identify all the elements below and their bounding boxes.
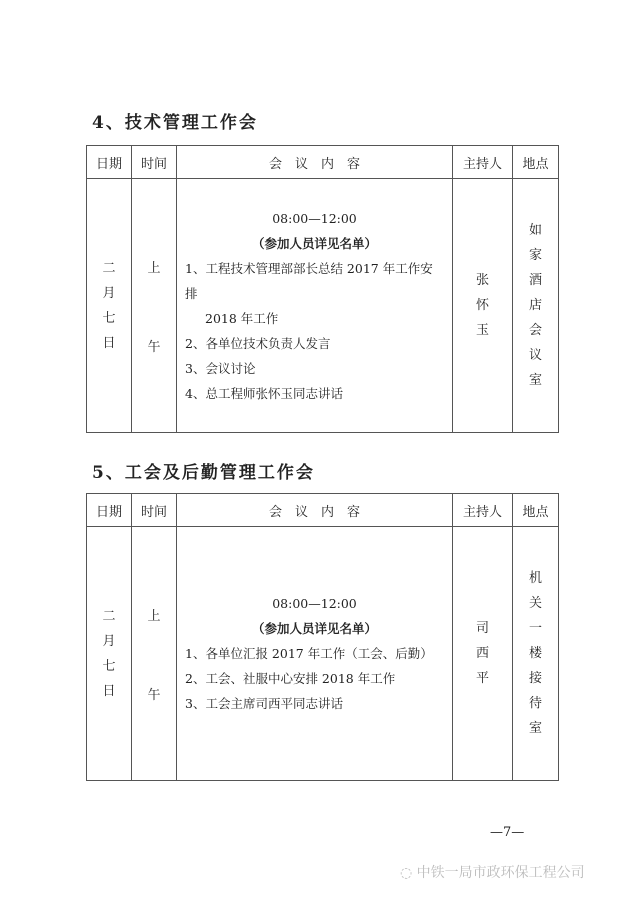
date-char: 日 — [102, 335, 116, 351]
time-cell — [132, 527, 177, 781]
date-char: 月 — [102, 285, 116, 301]
place-cell — [513, 527, 559, 781]
content-cell — [177, 179, 453, 433]
time-char: 上 — [147, 260, 161, 276]
column-header: 日期 — [87, 146, 132, 179]
column-header: 主持人 — [453, 494, 513, 527]
column-header: 会 议 内 容 — [177, 146, 453, 179]
place-char: 关 — [528, 596, 542, 611]
date-char: 七 — [102, 658, 116, 674]
agenda-item: 1、工程技术管理部部长总结 2017 年工作安排 — [185, 260, 433, 301]
table-header — [87, 494, 559, 527]
date-char: 日 — [102, 683, 116, 699]
agenda-item: 2、工会、社服中心安排 2018 年工作 — [185, 671, 396, 686]
attendee-note: （参加人员详见名单） — [251, 621, 377, 636]
host-char: 怀 — [475, 298, 489, 313]
content-cell — [177, 527, 453, 781]
watermark — [400, 862, 585, 882]
agenda-item: 2018 年工作 — [205, 310, 279, 326]
place-char: 家 — [528, 248, 542, 263]
column-header: 日期 — [87, 494, 132, 527]
agenda-item: 3、工会主席司西平同志讲话 — [185, 696, 343, 711]
host-char: 张 — [475, 273, 489, 288]
date-cell — [87, 527, 132, 781]
time-char: 午 — [147, 339, 161, 355]
host-char: 西 — [475, 646, 489, 661]
meeting-table — [86, 493, 559, 781]
date-char: 二 — [102, 260, 116, 276]
place-char: 一 — [528, 621, 542, 636]
table-row — [87, 179, 559, 433]
table-row — [87, 527, 559, 781]
place-char: 室 — [528, 721, 542, 736]
agenda-item: 3、会议讨论 — [185, 360, 256, 376]
agenda-item: 2、各单位技术负责人发言 — [185, 335, 331, 351]
section-title: 4、技术管理工作会 — [92, 113, 258, 133]
place-char: 待 — [528, 696, 542, 711]
date-char: 月 — [102, 633, 116, 649]
date-char: 二 — [102, 608, 116, 624]
place-char: 店 — [528, 298, 542, 313]
wechat-icon: ◌ — [400, 865, 417, 881]
place-char: 如 — [528, 223, 542, 238]
agenda-item: 1、各单位汇报 2017 年工作（工会、后勤） — [185, 646, 433, 661]
place-char: 室 — [528, 373, 542, 388]
host-char: 玉 — [475, 323, 489, 338]
host-char: 司 — [475, 621, 489, 636]
section-title: 5、工会及后勤管理工作会 — [92, 463, 315, 483]
meeting-table — [86, 145, 559, 433]
place-char: 会 — [528, 323, 542, 338]
column-header: 主持人 — [453, 146, 513, 179]
table-header — [87, 146, 559, 179]
place-char: 机 — [528, 571, 542, 586]
attendee-note: （参加人员详见名单） — [251, 235, 377, 251]
column-header: 时间 — [132, 146, 177, 179]
date-cell — [87, 179, 132, 433]
time-slot: 08:00—12:00 — [272, 596, 357, 611]
column-header: 会 议 内 容 — [177, 494, 453, 527]
date-char: 七 — [102, 310, 116, 326]
column-header: 时间 — [132, 494, 177, 527]
column-header: 地点 — [513, 146, 559, 179]
time-char: 午 — [147, 687, 161, 703]
host-char: 平 — [475, 671, 489, 686]
host-cell — [453, 179, 513, 433]
column-header: 地点 — [513, 494, 559, 527]
agenda-item: 4、总工程师张怀玉同志讲话 — [185, 385, 343, 401]
time-char: 上 — [147, 608, 161, 624]
time-slot: 08:00—12:00 — [272, 210, 357, 226]
place-char: 酒 — [528, 273, 542, 288]
time-cell — [132, 179, 177, 433]
place-char: 议 — [528, 348, 542, 363]
place-char: 楼 — [528, 646, 542, 661]
host-cell — [453, 527, 513, 781]
page-number: —7— — [490, 825, 525, 840]
place-cell — [513, 179, 559, 433]
watermark-text: 中铁一局市政环保工程公司 — [416, 865, 585, 881]
place-char: 接 — [528, 671, 542, 686]
